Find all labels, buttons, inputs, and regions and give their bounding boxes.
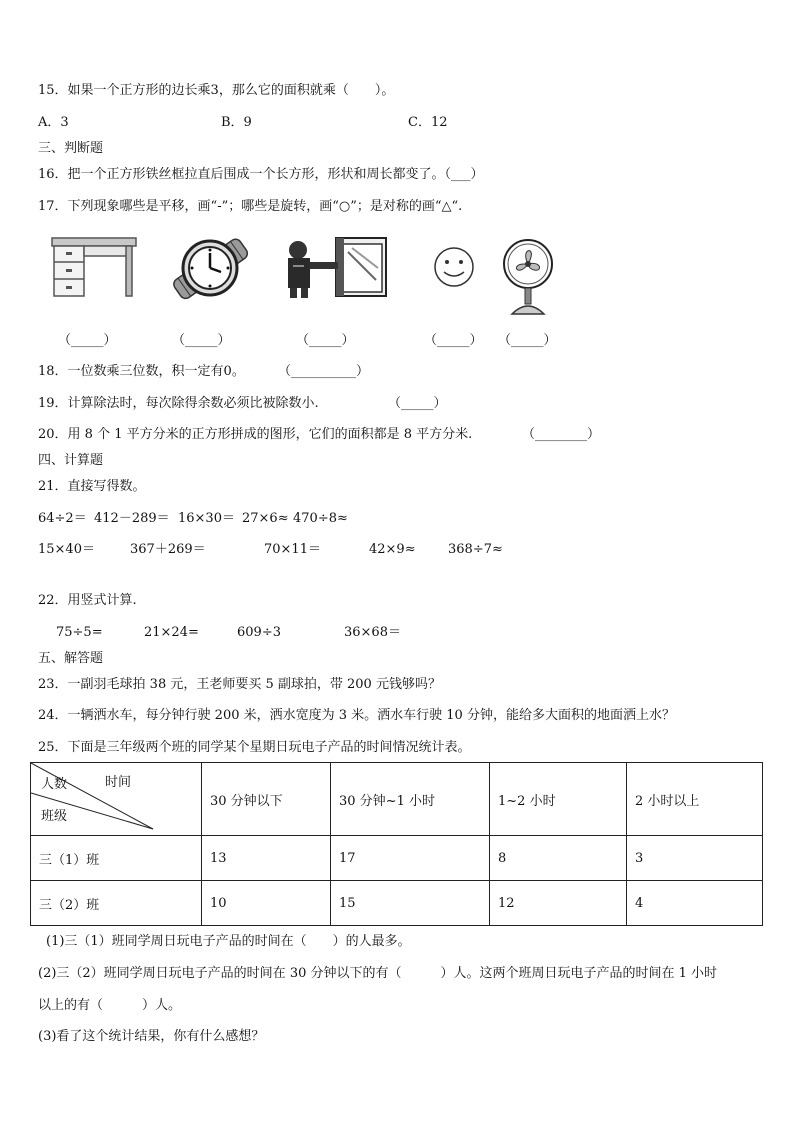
table-cell: 15 (331, 881, 490, 926)
table-header-cell: 30 分钟以下 (202, 763, 331, 836)
section-title-judgement: 三、判断题 (38, 141, 104, 156)
q21-text: 21．直接写得数。 (38, 479, 146, 494)
table-cell: 17 (331, 836, 490, 881)
corner-label-class: 班级 (41, 809, 68, 824)
statistics-table (30, 762, 763, 926)
q21-row2-item1: 15×40＝ (38, 542, 95, 557)
q25-text: 25．下面是三年级两个班的同学某个星期日玩电子产品的时间情况统计表。 (38, 740, 471, 755)
q22-item2: 21×24= (144, 625, 199, 640)
q17-answer-5[interactable]: （_____） (498, 333, 557, 348)
table-corner-cell (31, 763, 202, 836)
table-row-label: 三（2）班 (31, 881, 202, 926)
q19-answer[interactable]: （_____） (388, 396, 447, 411)
q20-answer[interactable]: （________） (522, 427, 601, 442)
table-row (31, 881, 763, 926)
q22-text: 22．用竖式计算. (38, 593, 137, 608)
q22-item1: 75÷5= (56, 625, 103, 640)
q21-row1-item1: 64÷2＝ (38, 511, 87, 526)
q21-row2-item5: 368÷7≈ (448, 542, 503, 557)
q25-sub2-line2: 以上的有（ ）人。 (38, 998, 182, 1013)
q16-text: 16．把一个正方形铁丝框拉直后围成一个长方形，形状和周长都变了。（___） (38, 167, 484, 182)
table-cell: 3 (627, 836, 763, 881)
q15-option-b: B．9 (221, 115, 252, 130)
q21-row1-item2: 412－289＝ (94, 511, 170, 526)
section-title-calculation: 四、计算题 (38, 453, 104, 468)
q17-answer-3[interactable]: （_____） (296, 333, 355, 348)
q18-text: 18．一位数乘三位数，积一定有0。 (38, 364, 245, 379)
watch-icon (164, 230, 256, 306)
table-row-label: 三（1）班 (31, 836, 202, 881)
table-header-cell: 2 小时以上 (627, 763, 763, 836)
table-cell: 10 (202, 881, 331, 926)
smiley-face-icon (432, 246, 476, 288)
table-row (31, 836, 763, 881)
corner-label-time: 时间 (105, 775, 132, 790)
q21-row1-item5: 470÷8≈ (293, 511, 348, 526)
table-header-cell: 1~2 小时 (490, 763, 627, 836)
q21-row2-item4: 42×9≈ (369, 542, 416, 557)
q25-sub1: (1)三（1）班同学周日玩电子产品的时间在（ ）的人最多。 (46, 934, 411, 949)
q20-text: 20．用 8 个 1 平方分米的正方形拼成的图形，它们的面积都是 8 平方分米. (38, 427, 473, 442)
q22-item3: 609÷3 (237, 625, 281, 640)
q17-answer-2[interactable]: （_____） (172, 333, 231, 348)
table-cell: 4 (627, 881, 763, 926)
table-cell: 12 (490, 881, 627, 926)
table-cell: 13 (202, 836, 331, 881)
q25-sub3: (3)看了这个统计结果，你有什么感想？ (38, 1029, 265, 1044)
q17-text: 17．下列现象哪些是平移，画“-”；哪些是旋转，画“○”；是对称的画“△“. (38, 199, 463, 214)
section-title-word-problems: 五、解答题 (38, 651, 104, 666)
q23-text: 23．一副羽毛球拍 38 元，王老师要买 5 副球拍，带 200 元钱够吗？ (38, 677, 441, 692)
q17-answer-1[interactable]: （_____） (58, 333, 117, 348)
electric-fan-icon (500, 238, 556, 316)
q25-sub2-line1: (2)三（2）班同学周日玩电子产品的时间在 30 分钟以下的有（ ）人。这两个班周日玩电子产品的时间在 1 小时 (38, 966, 718, 981)
q19-text: 19．计算除法时，每次除得余数必须比被除数小. (38, 396, 319, 411)
q15-option-a: A．3 (38, 115, 69, 130)
q24-text: 24．一辆洒水车，每分钟行驶 200 米，洒水宽度为 3 米。洒水车行驶 10 分钟，能给多大面积的地面洒上水？ (38, 708, 675, 723)
desk-icon (50, 236, 138, 298)
q18-answer[interactable]: （__________） (278, 364, 370, 379)
table-header-cell: 30 分钟~1 小时 (331, 763, 490, 836)
q22-item4: 36×68＝ (344, 625, 401, 640)
q15-text: 15．如果一个正方形的边长乘3，那么它的面积就乘（ ）。 (38, 83, 395, 98)
q21-row2-item2: 367＋269＝ (130, 542, 206, 557)
q17-answer-4[interactable]: （_____） (424, 333, 483, 348)
q21-row2-item3: 70×11＝ (264, 542, 321, 557)
q21-row1-item4: 27×6≈ (242, 511, 289, 526)
q15-option-c: C．12 (408, 115, 448, 130)
table-cell: 8 (490, 836, 627, 881)
table-header-row (31, 763, 763, 836)
window-push-icon (282, 236, 388, 298)
q21-row1-item3: 16×30＝ (178, 511, 235, 526)
corner-label-people: 人数 (41, 777, 68, 792)
